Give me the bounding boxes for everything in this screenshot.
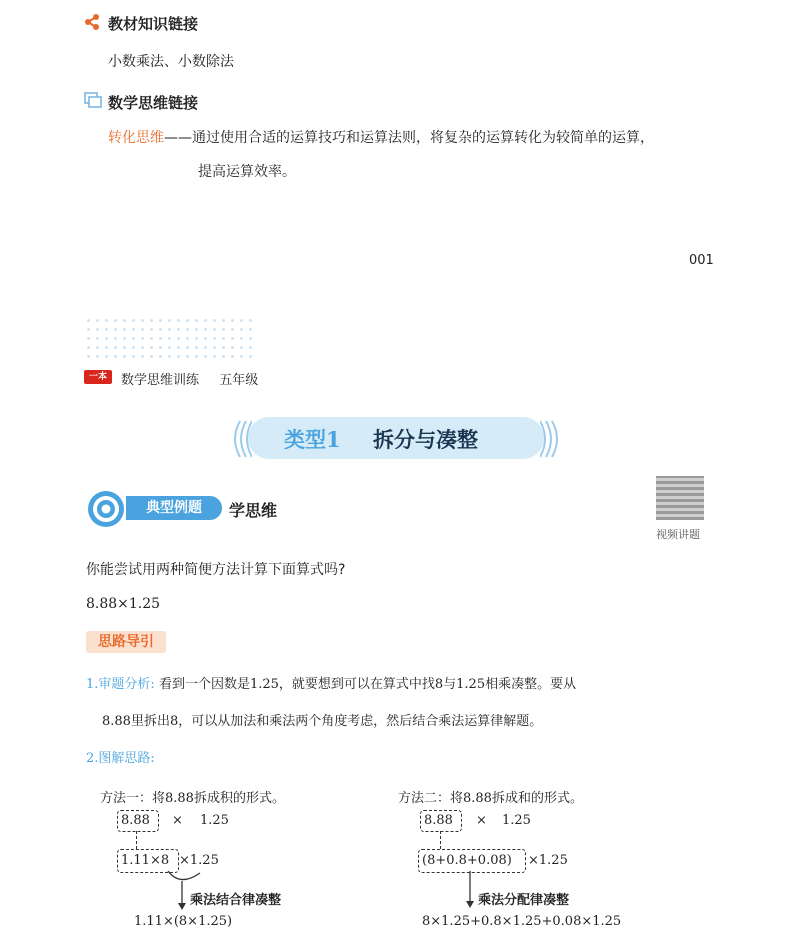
method1-split: 1.11×8 [121, 853, 170, 868]
book-logo-text: 一本 [88, 372, 107, 382]
method2-law: 乘法分配律凑整 [478, 893, 570, 908]
banner-right-brackets [540, 419, 564, 459]
example-tag-label: 典型例题 [146, 500, 202, 516]
definition-line-2: 提高运算效率。 [198, 164, 296, 180]
section-title-textbook: 教材知识链接 [108, 15, 199, 33]
method1-split-suffix: ×1.25 [179, 853, 219, 868]
grade-label: 五年级 [219, 373, 259, 388]
method2-connector [440, 831, 441, 849]
method2-times: × [476, 813, 487, 828]
qr-caption: 视频讲题 [656, 528, 700, 541]
qr-code[interactable] [656, 476, 704, 520]
question: 你能尝试用两种简便方法计算下面算式吗? [86, 562, 346, 578]
method2-arrow [464, 871, 476, 909]
book-title: 数学思维训练 [121, 373, 200, 388]
expression: 8.88×1.25 [86, 596, 161, 612]
method1-times: × [172, 813, 183, 828]
banner-title: 拆分与凑整 [373, 428, 478, 452]
method1-title: 方法一：将8.88拆成积的形式。 [100, 791, 285, 806]
guide-item-1-label: 1.审题分析: [86, 677, 155, 692]
method1-result: 1.11×(8×1.25) [134, 914, 233, 929]
method2-result: 8×1.25+0.8×1.25+0.08×1.25 [422, 914, 622, 929]
guide-item-2-label: 2.图解思路: [86, 751, 155, 766]
page-number: 001 [689, 253, 714, 268]
keyword-conversion: 转化思维 [108, 130, 164, 146]
method1-num: 8.88 [121, 813, 150, 828]
guide-tag [86, 631, 166, 653]
method2-split: (8+0.8+0.08) [422, 853, 512, 868]
method2-num: 8.88 [424, 813, 453, 828]
definition-text-1: 通过使用合适的运算技巧和运算法则，将复杂的运算转化为较简单的运算， [192, 130, 654, 146]
example-suffix: 学思维 [229, 501, 278, 520]
dot-pattern [84, 316, 258, 360]
method2-title: 方法二：将8.88拆成和的形式。 [398, 791, 583, 806]
guide-tag-label: 思路导引 [98, 634, 154, 650]
method1-law: 乘法结合律凑整 [190, 893, 282, 908]
method2-split-suffix: ×1.25 [528, 853, 568, 868]
window-icon [84, 92, 102, 108]
banner-type-label: 类型1 [284, 427, 341, 452]
definition-line-1 [108, 127, 654, 147]
method2-factor: 1.25 [502, 813, 531, 828]
dash: —— [164, 130, 192, 146]
method1-factor: 1.25 [200, 813, 229, 828]
book-logo [84, 370, 112, 384]
share-icon [84, 13, 100, 31]
example-tag [126, 496, 222, 520]
guide-item-1 [86, 673, 576, 692]
guide-item-1-line2: 8.88里拆出8，可以从加法和乘法两个角度考虑，然后结合乘法运算律解题。 [102, 714, 543, 729]
method1-connector [136, 831, 137, 849]
section-title-thinking: 数学思维链接 [108, 94, 199, 112]
section-body-textbook: 小数乘法、小数除法 [108, 54, 234, 70]
target-icon [86, 489, 126, 529]
running-header-title [121, 369, 258, 388]
guide-item-1-line1: 看到一个因数是1.25，就要想到可以在算式中找8与1.25相乘凑整。要从 [158, 677, 577, 692]
